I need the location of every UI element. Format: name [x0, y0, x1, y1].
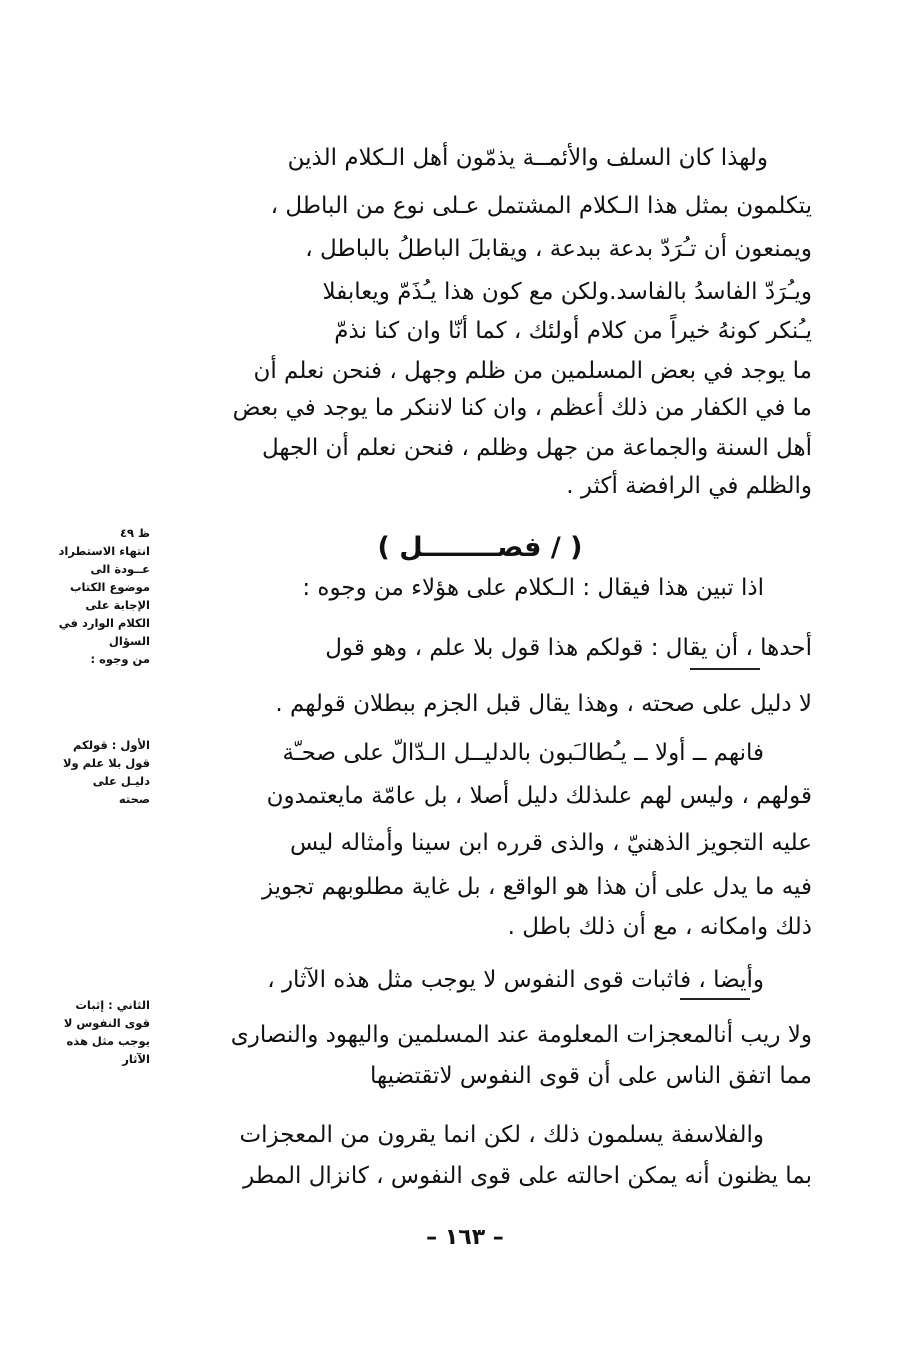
text-line: ويـُرَدّ الفاسدُ بالفاسد.ولكن مع كون هذا يـُذَمّ ويعابفلا — [322, 279, 812, 305]
text-line: بما يظنون أنه يمكن احالته على قوى النفوس ، كانزال المطر — [243, 1163, 812, 1189]
margin-note-3 — [22, 996, 150, 1068]
note-line: الآثار — [122, 1052, 150, 1066]
text-line: فيه ما يدل على أن هذا هو الواقع ، بل غاية مطلوبهم تجويز — [261, 874, 812, 900]
text-line: ما يوجد في بعض المسلمين من ظلم وجهل ، فنحن نعلم أن — [253, 358, 812, 384]
text-line: والفلاسفة يسلمون ذلك ، لكن انما يقرون من المعجزات — [239, 1122, 764, 1148]
note-line: الأول : قولكم — [72, 738, 150, 752]
note-line: عــودة الى — [90, 562, 150, 576]
note-line: يوجب مثل هذه — [66, 1034, 150, 1048]
text-line: قولهم ، وليس لهم علىذلك دليل أصلا ، بل عامّة مايعتمدون — [266, 783, 812, 809]
text-line: لا دليل على صحته ، وهذا يقال قبل الجزم ببطلان قولهم . — [275, 691, 812, 717]
note-line: ظ ٤٩ — [120, 526, 150, 540]
page-number: – ١٦٣ – — [426, 1225, 504, 1250]
text-line: عليه التجويز الذهنيّ ، والذى قرره ابن سينا وأمثاله ليس — [290, 830, 812, 856]
text-line: فانهم ــ أولا ــ يـُطالـَبون بالدليــل الـدّالّ على صحـّة — [282, 740, 764, 766]
text-line: ولا ريب أنالمعجزات المعلومة عند المسلمين واليهود والنصارى — [230, 1022, 812, 1048]
note-line: الثاني : إثبات — [75, 998, 150, 1012]
section-title: ( / فصــــــــل ) — [377, 532, 583, 563]
note-line: السؤال — [108, 634, 150, 648]
underline-mark — [690, 668, 760, 670]
text-line: اذا تبين هذا فيقال : الـكلام على هؤلاء من وجوه : — [302, 575, 764, 601]
text-line: ولهذا كان السلف والأئمــة يذمّون أهل الـكلام الذين — [287, 145, 768, 171]
margin-note-1 — [22, 524, 150, 668]
note-line: دليـل على — [92, 774, 150, 788]
text-line: يتكلمون بمثل هذا الـكلام المشتمل عـلى نوع من الباطل ، — [270, 193, 812, 219]
note-line: صحته — [118, 792, 150, 806]
text-line: مما اتفق الناس على أن قوى النفوس لاتقتضيها — [369, 1063, 812, 1089]
note-line: الكلام الوارد في — [58, 616, 150, 630]
note-line: موضوع الكتاب — [69, 580, 150, 594]
text-line: والظلم في الرافضة أكثر . — [566, 473, 812, 499]
note-line: انتهاء الاستطراد — [58, 544, 150, 558]
note-line: الإجابة على — [85, 598, 150, 612]
underline-mark — [680, 998, 750, 1000]
text-line: أهل السنة والجماعة من جهل وظلم ، فنحن نعلم أن الجهل — [261, 435, 812, 461]
margin-note-2 — [22, 736, 150, 808]
note-line: قول بلا علم ولا — [62, 756, 150, 770]
text-line: يـُنكر كونهُ خيراً من كلام أولئك ، كما أنّا وان كنا نذمّ — [334, 318, 812, 344]
text-line: ذلك وامكانه ، مع أن ذلك باطل . — [507, 914, 812, 940]
text-line: ما في الكفار من ذلك أعظم ، وان كنا لاننكر ما يوجد في بعض — [232, 395, 812, 421]
note-line: قوى النفوس لا — [63, 1016, 150, 1030]
note-line: من وجوه : — [90, 652, 150, 666]
text-line: أحدها ، أن يقال : قولكم هذا قول بلا علم ، وهو قول — [325, 635, 812, 661]
text-line: ويمنعون أن تـُرَدّ بدعة ببدعة ، ويقابلَ الباطلُ بالباطل ، — [305, 236, 812, 262]
text-line: وأيضا ، فاثبات قوى النفوس لا يوجب مثل هذه الآثار ، — [267, 967, 764, 993]
